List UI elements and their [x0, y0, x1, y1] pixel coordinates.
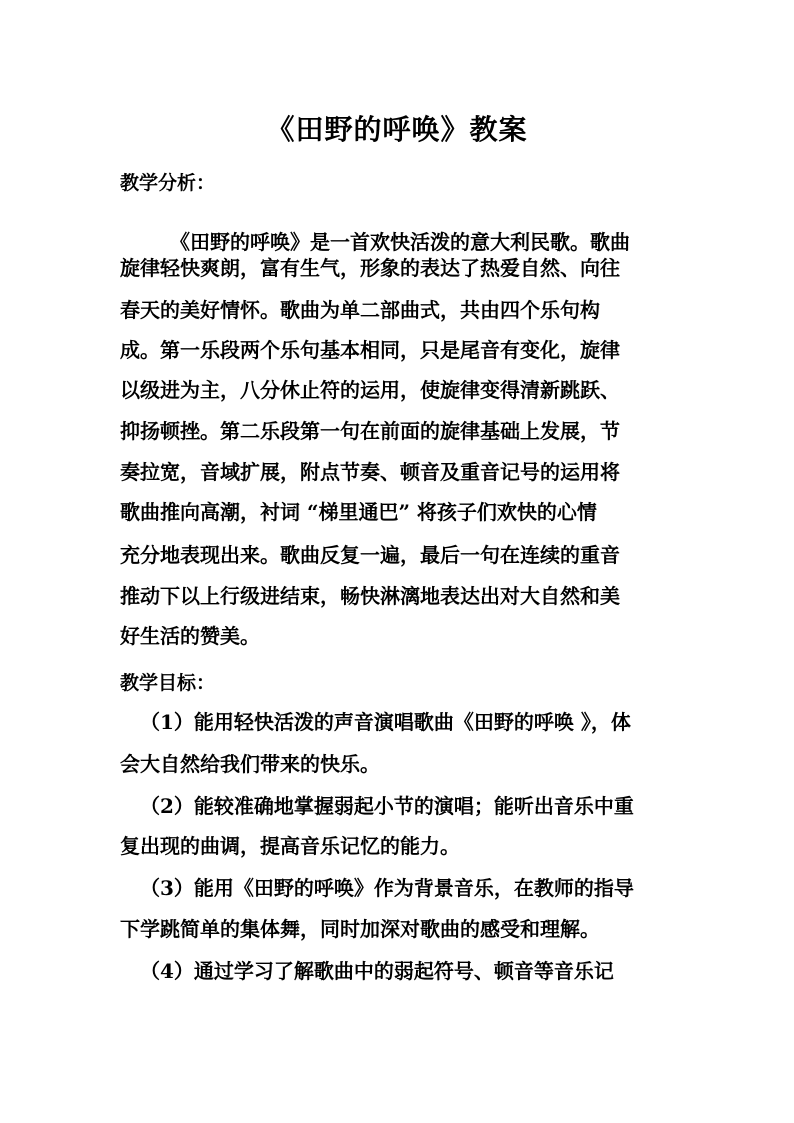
- goal-line-5: （3）能用《田野的呼唤》作为背景音乐，在教师的指导: [140, 876, 634, 900]
- goal-line-6: 下学跳简单的集体舞，同时加深对歌曲的感受和理解。: [120, 917, 600, 941]
- goal-line-4: 复出现的曲调，提高音乐记忆的能力。: [120, 834, 460, 858]
- goal-line-3: （2）能较准确地掌握弱起小节的演唱；能听出音乐中重: [140, 794, 634, 818]
- goal-line-7: （4）通过学习了解歌曲中的弱起符号、顿音等音乐记: [140, 959, 614, 983]
- analysis-line-8: 歌曲推向高潮，衬词 “梯里通巴” 将孩子们欢快的心情: [120, 500, 597, 524]
- analysis-line-11: 好生活的赞美。: [120, 624, 260, 648]
- analysis-line-10: 推动下以上行级进结束，畅快淋漓地表达出对大自然和美: [120, 584, 620, 608]
- goal-line-1: （1）能用轻快活泼的声音演唱歌曲《田野的呼唤 》，体: [140, 710, 631, 734]
- goal-line-2: 会大自然给我们带来的快乐。: [120, 752, 380, 776]
- analysis-line-3: 春天的美好情怀。歌曲为单二部曲式，共由四个乐句构: [120, 298, 600, 322]
- analysis-line-6: 抑扬顿挫。第二乐段第一句在前面的旋律基础上发展，节: [120, 419, 620, 443]
- document-title: 《田野的呼唤》教案: [266, 113, 528, 146]
- analysis-line-2: 旋律轻快爽朗，富有生气，形象的表达了热爱自然、向往: [120, 256, 620, 280]
- analysis-line-1: 《田野的呼唤》是一首欢快活泼的意大利民歌。歌曲: [170, 230, 630, 254]
- analysis-line-9: 充分地表现出来。歌曲反复一遍，最后一句在连续的重音: [120, 543, 620, 567]
- analysis-line-5: 以级进为主，八分休止符的运用，使旋律变得清新跳跃、: [120, 378, 620, 402]
- analysis-line-4: 成。第一乐段两个乐句基本相同，只是尾音有变化，旋律: [120, 338, 620, 362]
- section-heading-goals: 教学目标：: [120, 672, 216, 694]
- analysis-line-7: 奏拉宽，音域扩展，附点节奏、顿音及重音记号的运用将: [120, 460, 620, 484]
- section-heading-analysis: 教学分析：: [120, 172, 216, 194]
